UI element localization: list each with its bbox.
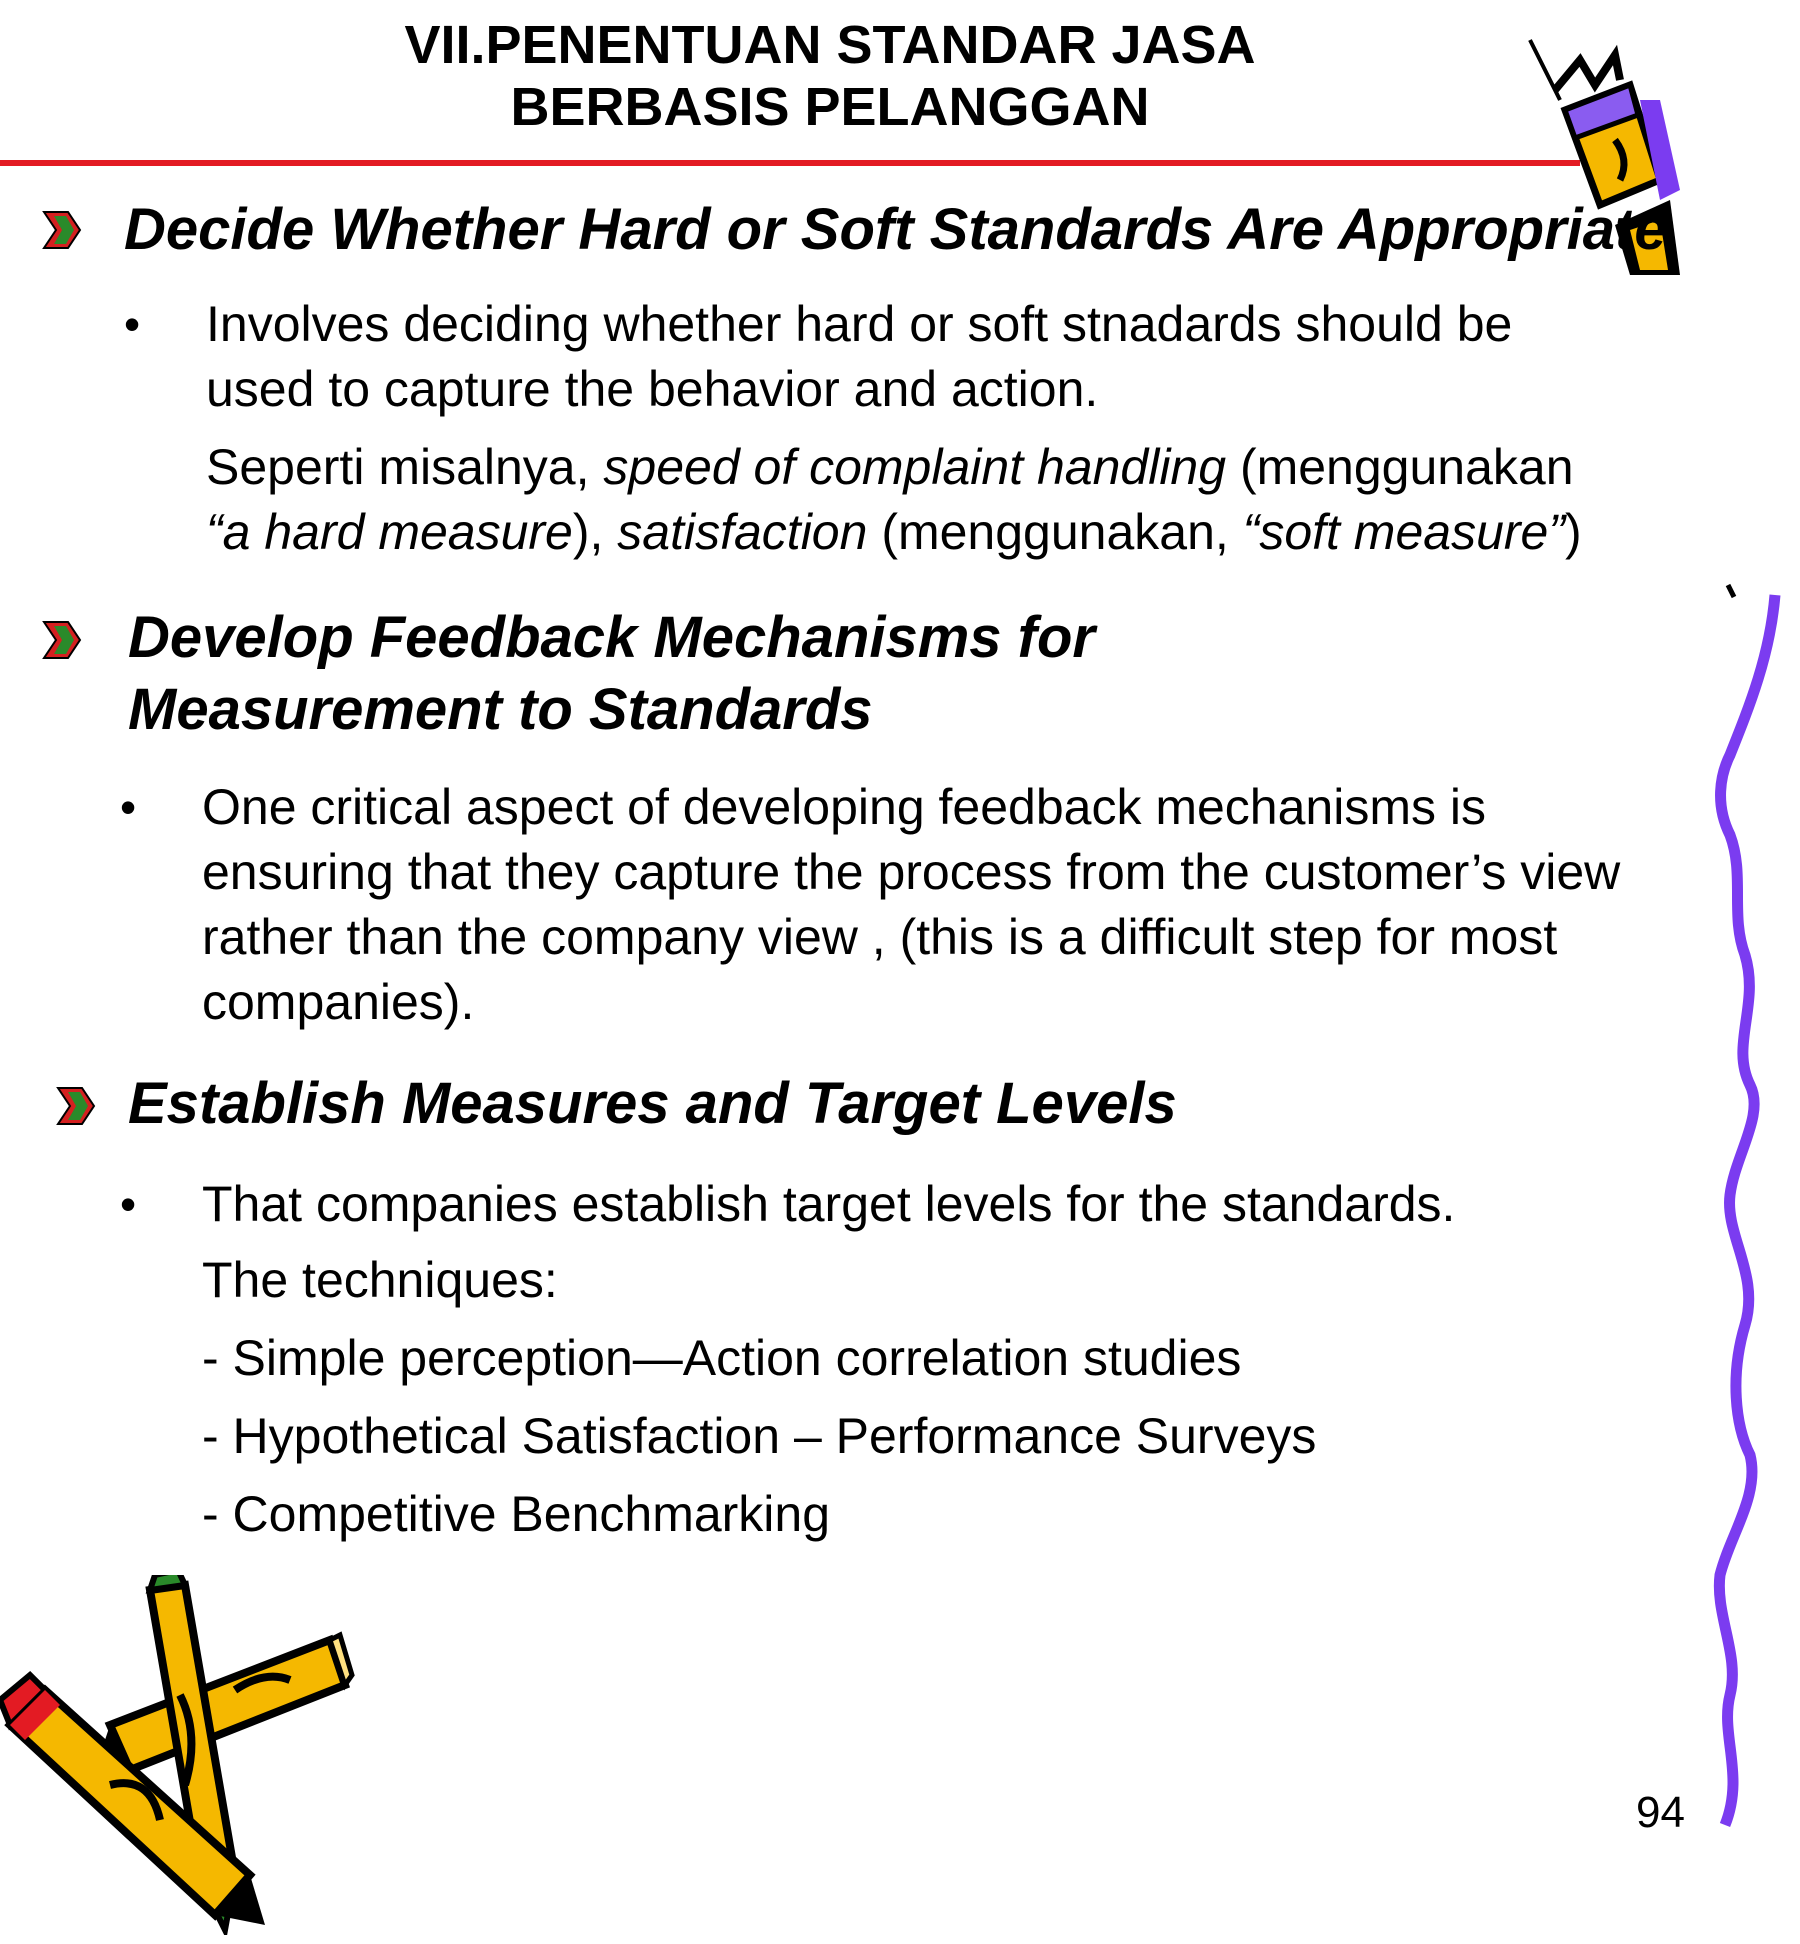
bullet-dot: • — [124, 298, 141, 350]
section-heading-hard-soft-standards: Decide Whether Hard or Soft Standards Are Appropriate — [124, 197, 1667, 262]
chevron-right-icon — [40, 208, 84, 252]
crossed-pencils-clipart — [0, 1575, 360, 1935]
example-paren-2: (menggunakan, — [867, 504, 1243, 560]
bullet-dot: • — [120, 781, 137, 833]
section-1-bullet-line-2: used to capture the behavior and action. — [206, 361, 1099, 417]
example-lead: Seperti misalnya, — [206, 439, 604, 495]
page-number: 94 — [1636, 1788, 1685, 1837]
section-1-example-line-1 — [206, 435, 1574, 500]
technique-item: - Competitive Benchmarking — [202, 1486, 831, 1542]
example-paren-1: (menggunakan — [1226, 439, 1574, 495]
example-close: ) — [1565, 504, 1582, 560]
section-2-bullet-line-2: ensuring that they capture the process from the customer’s view — [202, 844, 1621, 900]
title-divider — [0, 160, 1580, 166]
example-hard-measure: “a hard measure — [206, 504, 573, 560]
section-2-bullet-line-4: companies). — [202, 974, 475, 1030]
section-2-heading-line-2: Measurement to Standards — [128, 677, 873, 742]
section-1-bullet-line-1: Involves deciding whether hard or soft stnadards should be — [206, 296, 1513, 352]
example-mid: ), — [572, 504, 618, 560]
section-2-bullet-line-1: One critical aspect of developing feedback mechanisms is — [202, 779, 1486, 835]
bullet-dot: • — [120, 1178, 137, 1230]
techniques-label: The techniques: — [202, 1252, 558, 1308]
technique-item: - Simple perception—Action correlation studies — [202, 1330, 1242, 1386]
section-2-heading-line-1: Develop Feedback Mechanisms for — [128, 605, 1095, 670]
slide-title-line-2: BERBASIS PELANGGAN — [510, 77, 1150, 137]
chevron-right-icon — [40, 618, 84, 662]
example-soft-measure: “soft measure” — [1242, 504, 1565, 560]
chevron-right-icon — [54, 1084, 98, 1128]
section-heading-measures-target-levels: Establish Measures and Target Levels — [128, 1071, 1177, 1136]
purple-squiggle-line — [1710, 575, 1800, 1855]
example-term-satisfaction: satisfaction — [617, 504, 868, 560]
technique-item: - Hypothetical Satisfaction – Performance Surveys — [202, 1408, 1317, 1464]
slide-title-line-1: VII.PENENTUAN STANDAR JASA — [404, 15, 1256, 75]
section-heading-feedback-mechanisms — [128, 602, 1095, 746]
section-3-bullet-line-1: That companies establish target levels for the standards. — [202, 1176, 1456, 1232]
example-term-speed: speed of complaint handling — [603, 439, 1227, 495]
section-1-example-line-2 — [206, 500, 1582, 565]
slide-title — [0, 14, 1660, 138]
section-2-bullet-line-3: rather than the company view , (this is a difficult step for most — [202, 909, 1558, 965]
